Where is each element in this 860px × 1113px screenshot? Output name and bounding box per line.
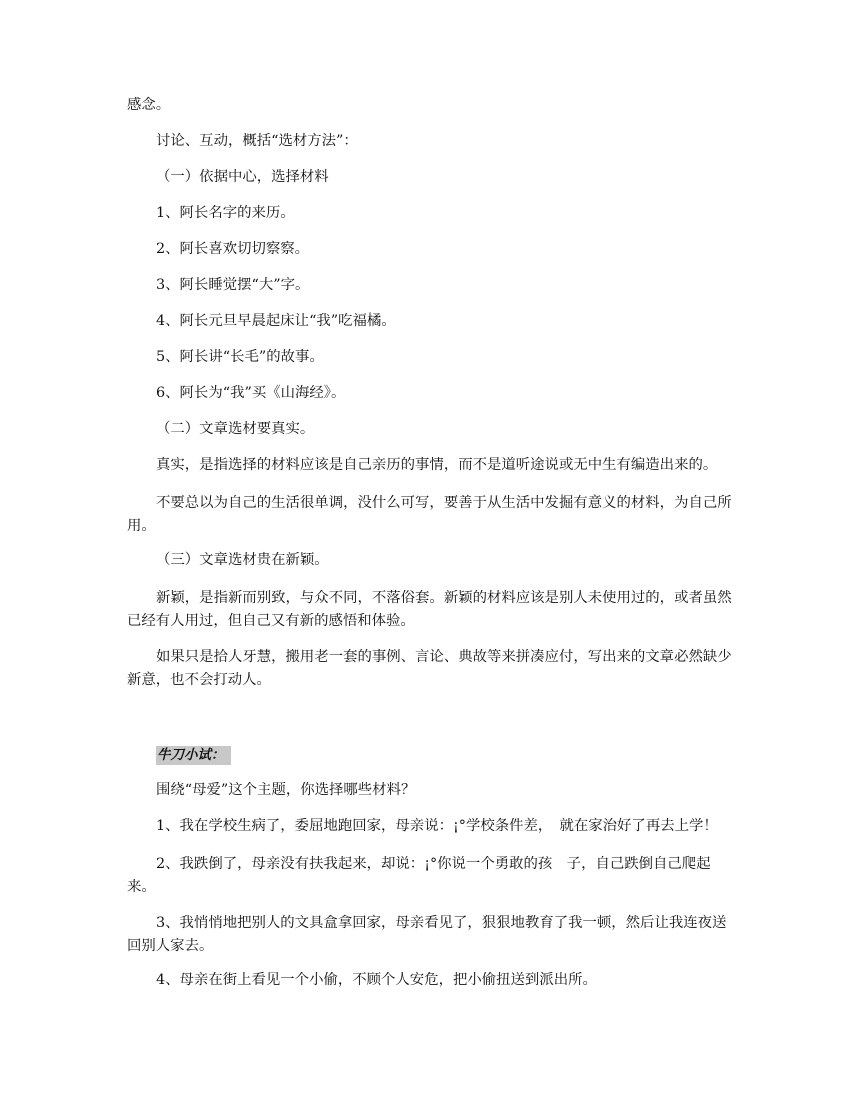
exercise-item: 1、我在学校生病了，委屈地跑回家，母亲说：¡°学校条件差， 就在家治好了再去上学！ <box>156 818 718 834</box>
exercise-question: 围绕“母爱”这个主题，你选择哪些材料？ <box>156 782 416 798</box>
exercise-heading-row <box>156 744 737 764</box>
exercise-heading: 牛刀小试： <box>156 746 231 765</box>
list-item: 2、阿长喜欢切切察察。 <box>156 241 310 257</box>
body-paragraph: 真实，是指选择的材料应该是自己亲历的事情，而不是道听途说或无中生有编造出来的。 <box>156 457 718 473</box>
list-item: 5、阿长讲“长毛”的故事。 <box>156 349 324 365</box>
section-heading-two: （二）文章选材要真实。 <box>156 421 315 437</box>
exercise-item: 4、母亲在街上看见一个小偷，不顾个人安危，把小偷扭送到派出所。 <box>156 972 597 988</box>
list-item: 6、阿长为“我”买《山海经》。 <box>156 385 346 401</box>
exercise-item: 2、我跌倒了，母亲没有扶我起来，却说：¡°你说一个勇敢的孩 子，自己跌倒自己爬起来。 <box>127 856 711 895</box>
document-page <box>127 96 737 1007</box>
body-paragraph: 新颖，是指新而别致，与众不同，不落俗套。新颖的材料应该是别人未使用过的，或者虽然已经有人用过，但自己又有新的感悟和体验。 <box>127 590 732 629</box>
exercise-item: 3、我悄悄地把别人的文具盒拿回家，母亲看见了，狠狠地教育了我一顿，然后让我连夜送回别人家去。 <box>127 915 727 954</box>
list-item: 3、阿长睡觉摆“大”字。 <box>156 277 310 293</box>
section-heading-three: （三）文章选材贵在新颖。 <box>156 552 329 568</box>
discussion-intro: 讨论、互动，概括“选材方法”： <box>156 133 358 149</box>
paragraph-continuation: 感念。 <box>127 97 171 113</box>
body-paragraph: 如果只是拾人牙慧，搬用老一套的事例、言论、典故等来拼凑应付，写出来的文章必然缺少新意，也不会打动人。 <box>127 649 732 688</box>
section-heading-one: （一）依据中心，选择材料 <box>156 169 329 185</box>
list-item: 1、阿长名字的来历。 <box>156 205 295 221</box>
spacer <box>127 705 737 744</box>
list-item: 4、阿长元旦早晨起床让“我”吃福橘。 <box>156 313 396 329</box>
body-paragraph: 不要总以为自己的生活很单调，没什么可写，要善于从生活中发掘有意义的材料，为自己所用。 <box>127 495 732 534</box>
